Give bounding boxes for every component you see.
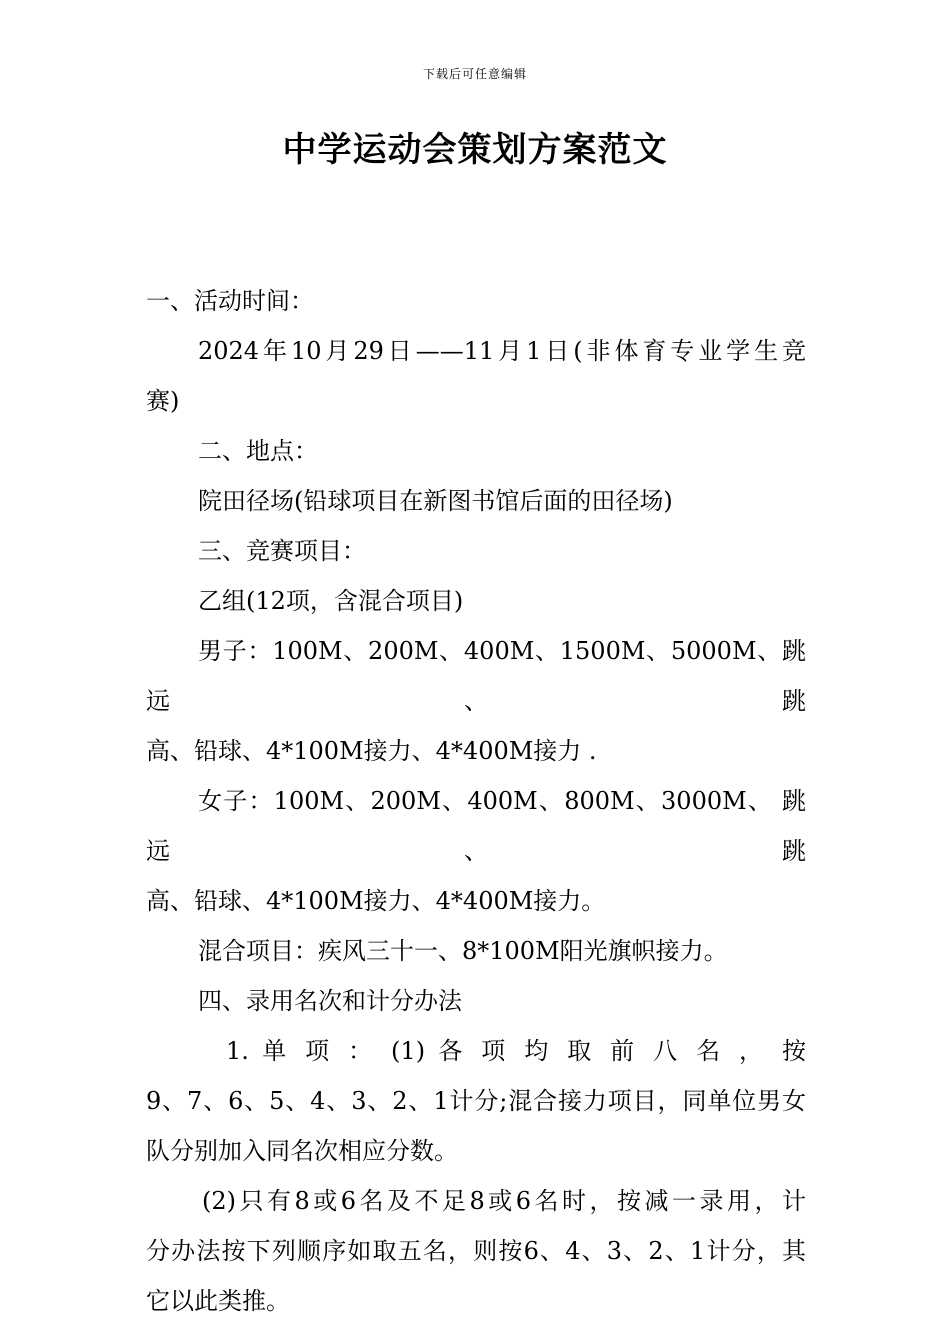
paragraph-men-line1: 男子：100M、200M、400M、1500M、5000M、跳远、跳 xyxy=(146,637,806,715)
paragraph-item1-line2: 9、7、6、5、4、3、2、1计分;混合接力项目，同单位男女 xyxy=(146,1087,806,1115)
paragraph-item2-line1: (2)只有8或6名及不足8或6名时，按减一录用，计 xyxy=(202,1187,806,1215)
paragraph-men-line2: 高、铅球、4*100M接力、4*400M接力 . xyxy=(146,737,597,765)
paragraph-item1-line3: 队分别加入同名次相应分数。 xyxy=(146,1137,458,1165)
paragraph-time-line2: 赛) xyxy=(146,387,180,415)
paragraph-item2-line3: 它以此类推。 xyxy=(146,1287,290,1315)
paragraph-location: 院田径场(铅球项目在新图书馆后面的田径场) xyxy=(198,487,673,515)
paragraph-women-line1: 女子：100M、200M、400M、800M、3000M、 跳远、跳 xyxy=(146,787,806,865)
paragraph-group: 乙组(12项，含混合项目) xyxy=(198,587,464,615)
section-heading-scoring: 四、录用名次和计分办法 xyxy=(198,987,462,1015)
paragraph-women-line2: 高、铅球、4*100M接力、4*400M接力。 xyxy=(146,887,606,915)
paragraph-mixed: 混合项目：疾风三十一、8*100M阳光旗帜接力。 xyxy=(198,937,728,965)
header-note: 下载后可任意编辑 xyxy=(422,67,527,81)
section-heading-time: 一、活动时间： xyxy=(146,287,314,315)
section-heading-location: 二、地点： xyxy=(198,437,318,465)
document-title: 中学运动会策划方案范文 xyxy=(282,130,668,170)
document-body xyxy=(146,276,806,1326)
paragraph-item2-line2: 分办法按下列顺序如取五名，则按6、4、3、2、1计分，其 xyxy=(146,1237,806,1265)
paragraph-item1-line1: 1. 单 项 ： (1) 各 项 均 取 前 八 名 ， 按 xyxy=(226,1037,806,1065)
section-heading-events: 三、竞赛项目： xyxy=(198,537,366,565)
paragraph-time-line1: 2024年10月29日——11月1日(非体育专业学生竞 xyxy=(198,337,806,365)
